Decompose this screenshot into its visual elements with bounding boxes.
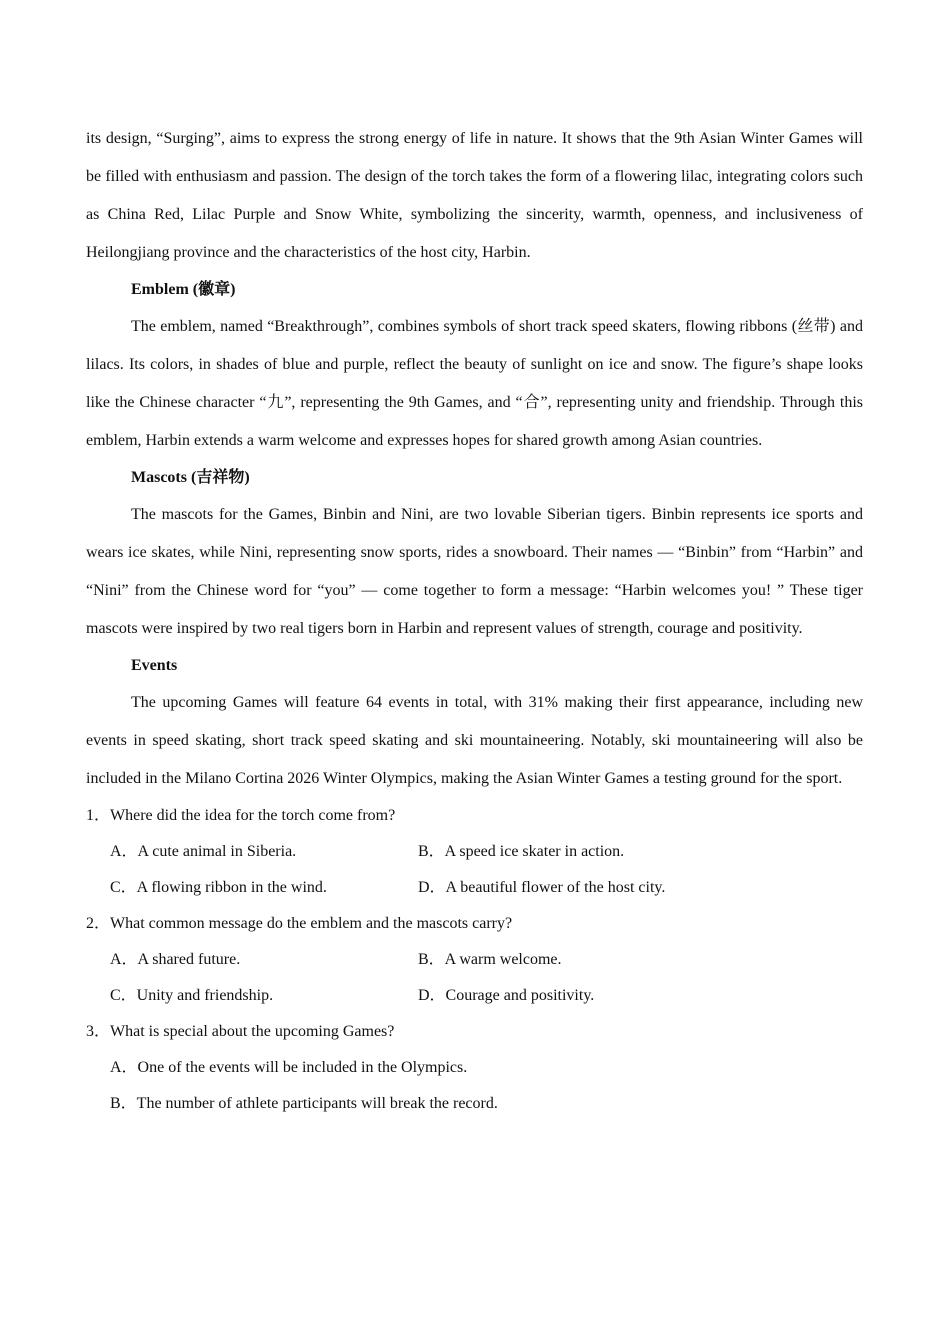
mascots-heading-zh: (吉祥物) (190, 469, 250, 486)
question-number: 3． (86, 1023, 111, 1040)
mascots-heading (86, 460, 863, 496)
mascots-heading-text: Mascots (131, 469, 187, 486)
option-b[interactable]: B．A warm welcome. (418, 951, 562, 968)
question-3 (86, 1014, 863, 1050)
document-page (86, 120, 863, 1122)
option-b[interactable]: B．A speed ice skater in action. (418, 843, 625, 860)
torch-paragraph: its design, “Surging”, aims to express the strong energy of life in nature. It shows that the 9th Asian Winter Games will be filled with enthusiasm and passion. The design of the torch takes the form of a flowering lilac, integrating colors such as China Red, Lilac Purple and Snow White, symbolizing the sincerity, warmth, openness, and inclusiveness of Heilongjiang province and the characteristics of the host city, Harbin. (86, 130, 863, 261)
emblem-heading-text: Emblem (131, 281, 189, 298)
question-1 (86, 798, 863, 834)
question-1-options-row-2 (86, 870, 863, 906)
emblem-paragraph: The emblem, named “Breakthrough”, combines symbols of short track speed skaters, flowing ribbons (丝带) and lilacs. Its colors, in shades of blue and purple, reflect the beauty of sunlight on ice and snow. The figure’s shape looks like the Chinese character “九”, representing the 9th Games, and “合”, representing unity and friendship. Through this emblem, Harbin extends a warm welcome and expresses hopes for shared growth among Asian countries. (86, 318, 863, 449)
events-heading: Events (131, 657, 178, 674)
option-a[interactable]: A．A cute animal in Siberia. (110, 843, 297, 860)
question-2-options-row-2 (86, 978, 863, 1014)
option-c[interactable]: C．Unity and friendship. (110, 987, 274, 1004)
mascots-paragraph: The mascots for the Games, Binbin and Nini, are two lovable Siberian tigers. Binbin represents ice sports and wears ice skates, while Nini, representing snow sports, rides a snowboard. Their names — “Binbin” from “Harbin” and “Nini” from the Chinese word for “you” — come together to form a message: “Harbin welcomes you! ” These tiger mascots were inspired by two real tigers born in Harbin and represent values of strength, courage and positivity. (86, 506, 863, 637)
question-3-option-row-a (86, 1050, 863, 1086)
question-number: 2． (86, 915, 111, 932)
option-d[interactable]: D．Courage and positivity. (418, 987, 595, 1004)
option-d[interactable]: D．A beautiful flower of the host city. (418, 879, 666, 896)
events-paragraph: The upcoming Games will feature 64 events in total, with 31% making their first appearance, including new events in speed skating, short track speed skating and ski mountaineering. Notably, ski mountaineering will also be included in the Milano Cortina 2026 Winter Olympics, making the Asian Winter Games a testing ground for the sport. (86, 694, 863, 787)
question-1-options-row-1 (86, 834, 863, 870)
question-text: Where did the idea for the torch come from? (110, 807, 396, 824)
option-c[interactable]: C．A flowing ribbon in the wind. (110, 879, 327, 896)
question-2-options-row-1 (86, 942, 863, 978)
emblem-heading-zh: (徽章) (192, 281, 236, 298)
question-number: 1． (86, 807, 111, 824)
option-b[interactable]: B．The number of athlete participants will break the record. (110, 1095, 498, 1112)
emblem-heading (86, 272, 863, 308)
question-3-option-row-b (86, 1086, 863, 1122)
option-a[interactable]: A．One of the events will be included in the Olympics. (110, 1059, 468, 1076)
question-text: What is special about the upcoming Games? (110, 1023, 395, 1040)
question-text: What common message do the emblem and the mascots carry? (110, 915, 513, 932)
question-2 (86, 906, 863, 942)
option-a[interactable]: A．A shared future. (110, 951, 241, 968)
